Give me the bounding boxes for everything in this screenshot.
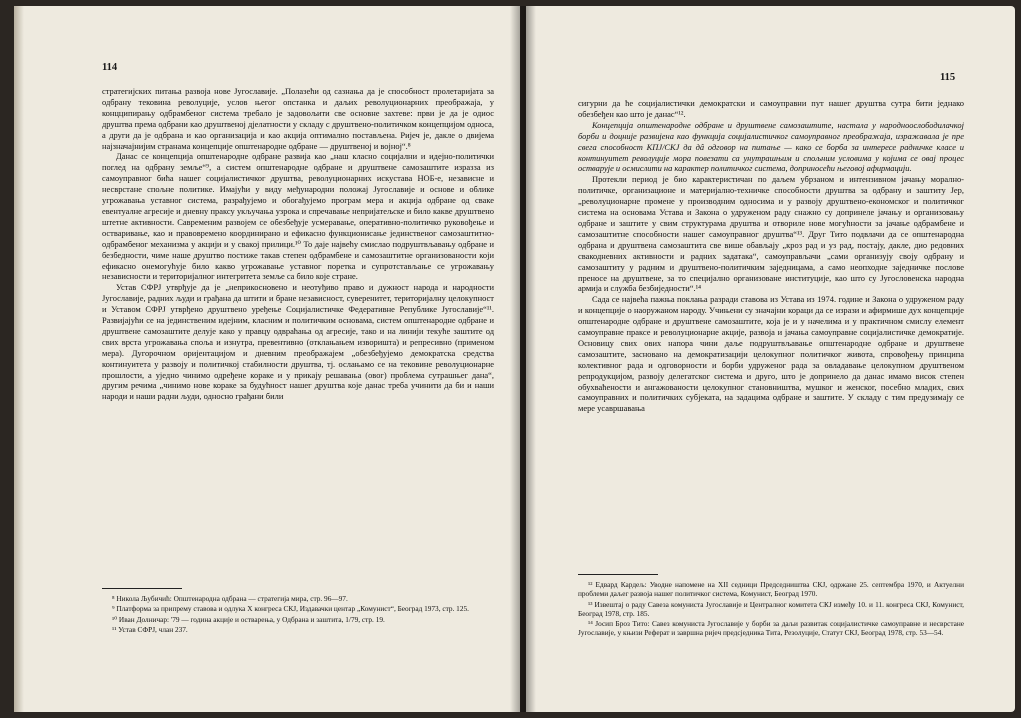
footnote: ¹³ Извештај о раду Савеза комуниста Југославије и Централног комитета СКЈ између 10. и 11. конгреса СКЈ, Комунист, Београд 1978, стр. 185. (578, 599, 964, 618)
paragraph: Протекли период је био карактеристичан по даљем убрзаном и интензивном јачању морално-политичке, организационе и материјално-техничке способности друштва за одбрану и заштиту Јер, „револуционарне промене у производним односима и у развоју друштвено-економског и политичког система на основама Устава и Закона о удруженом раду снажно су допринеле јачању и организовању одбране и заштите у свим структурама друштва и отвориле нове могућности за јачање одбрамбене и самозаштитне способности нашег самоуправног друштва“¹³. Друг Тито подвлачи да се општенародна одбрана и друштвена самозаштита све више обављају „кроз рад и уз рад, постају, дакле, дио редовних свакодневних активности и радних задатака“, самоуправљачи „сами организују своју одбрану и самозаштиту у радним и друштвено-политичким заједницама, а само неопходне заједничке послове преносе на друштвене, за то специјално организоване институције, као што су Југословенска народна армија и служба безбиједности“.¹⁴ (578, 174, 964, 294)
page-number-right: 115 (940, 72, 956, 83)
paragraph: Сада се највећа пажња поклања разради ставова из Устава из 1974. године и Закона о удруженом раду и концепције о наоружаном народу. Учињени су значајни кораци да се изрази и афирмише дух концепције општенародне одбране и друштвене самозаштите, која је и у начелима и у практичном смислу елемент самоуправне праксе и револуционарне акције, развоја и јачања самоуправне социјалистичке демократије. Основицу свих ових напора чини даље подруштвљавање општенародне одбране и друштвене самозаштите, засновано на демократизацији целокупног политичког живота, спровођењу принципа колективног рада и одговорности и борби удруженог рада за овладавање целокупном друштвеном репродукцијом, развоју делегатског система и друго, што је допринело да данас имамо висок степен обухваћености и ангажованости целокупног становништва, мушког и женског, посебно младих, свих самоуправних и политичких субјеката, на задацима одбране и заштите. У складу с тим предузимају се мере усавршавања (578, 294, 964, 414)
book-gutter (510, 6, 536, 712)
footnote: ¹⁴ Јосип Броз Тито: Савез комуниста Југославије у борби за даљи развитак социјалистичке самоуправне и несврстане Југославије, у књизи Реферат и завршна ријеч предсједника Тита, Резолуције, Статут СКЈ, Београд 1978, стр. 53—54. (578, 619, 964, 638)
footnote: ⁹ Платформа за припрему ставова и одлука X конгреса СКЈ, Издавачки центар „Комунист“, Београд 1973, стр. 125. (112, 604, 469, 614)
paragraph: Устав СФРЈ утврђује да је „неприкосновено и неотуђиво право и дужност народа и народности Југославије, радних људи и грађана да штити и бране независност, суверенитет, територијалну целокупност и Уставом СФРЈ утврђено друштвено уређење Социјалистичке Федеративне Републике Југославије“¹¹. Развијајући се на јединственим идејним, класним и политичким основама, систем општенародне одбране и друштвене самозаштите делује како у правцу одвраћања од агресије, тако и на линији текуће заштите од свих врста угрожавања споља и изнутра, превентивно (отклањањем извориштa) и репресивно (применом мера). Дугорочном оријентацијом и дневним преображајем „обезбеђујемо демократска средства континуитета у развоју и политичкој стабилности друштва, тј. ослањамо се на тековине револуционарне прошлости, а уједно чинимо одређене кораке и у прикају решавања (овог) проблема сутрашњег дана“, другим речима „чинимо нове кораке за будућност нашег друштва које данас треба учинити да би и наши народи и наши радни људи, односно грађани били (102, 282, 494, 402)
paragraph: стратегијских питања развоја нове Југославије. „Полазећи од сазнања да је способност пролетаријата за одбрану тековина револуције, услов његог опстанка и даљих револуционарних преображаја, у концципирању одбрамбеног система требало је задовољити све основне захтеве: први је да је одиос друштва према одбрани као друштвеној дјелатности у складу с друштвено-политичком концепцијом односа, а други да је одбрана и као организација и као акција оптимално постављена. Ријеч је, дакле о двијема најзначајнијим странама концепције општенародне одбране — друштвеној и војној“.⁸ (102, 86, 494, 151)
paragraph: сигурни да ће социјалистички демократски и самоуправни пут нашег друштва сутра бити једнако обезбеђен као што је данас“¹². (578, 98, 964, 119)
paragraph: Концепција општенародне одбране и друштвене самозаштите, настала у народноослободилачкој борби и доцније развијена као функција социјалистичког самоуправног преображаја, изражавала је пре свега способност КПЈ/СКЈ да дâ одговор на питање — како се борба за интересе радничке класе и континуитет револуције мора повезати са унутрашњим и спољним условима у којима се овај процес остварује и осмислити на карактер политичког система, доприносећи његовој афирмацији. (578, 119, 964, 174)
right-footnotes (578, 580, 964, 639)
footnote: ⁸ Никола Љубичић: Општенародна одбрана — стратегија мира, стр. 96—97. (112, 594, 348, 603)
left-page-body (102, 86, 494, 402)
page-number-left: 114 (102, 62, 118, 73)
footnote-rule (578, 574, 658, 575)
left-footnotes (102, 594, 494, 635)
paragraph: Данас се концепција општенародне одбране развија као „наш класно социјални и идејно-политички поглед на одбрану земље“⁹, а систем општенародне одбране и друштвене самозаштите изразза из самоуправног бића нашег социјалистичког друштва, револуционарних искустава НОБ-е, независне и несврстане спољне политике. Имајући у виду међународни положај Југославије и основе и облике угрожавања уставног система, разрађујемо и обогађујемо програм мера и акција одбране од сваке евентуалне агресије и дневну праксу укључања узрока и спречавање непријатељске и било какве друштвено штетне активности. Савременим развојем се обезбеђује усмеравање, оперативно-политичко руковођење и остваривање, као и правовремено координирано и ефикасно функционисање јединственог самозаштитно-одбрамбеног механизма у акцији и у свакој прилици.¹⁰ То даје највећу смислао подруштвљавању одбране и безбедности, чиме наше друштво постиже такав степен одбрамбене и самозаштитне организованости који ефикасно онемогућује било какво угрожавање уставног поретка и супротстављање се угрожавању независности и територијалног интегритета земље са било које стране. (102, 151, 494, 282)
right-page (526, 6, 1015, 712)
footnote: ¹² Едвард Кардељ: Уводне напомене на XII седници Председништва СКЈ, одржане 25. септембра 1970, и Актуелни проблеми даљег развоја нашег политичког система, Комунист, Београд 1970. (578, 580, 964, 599)
left-page (14, 6, 520, 712)
footnote-rule (102, 588, 182, 589)
footnote: ¹¹ Устав СФРЈ, члан 237. (112, 624, 188, 634)
footnote: ¹⁰ Иван Долничар: '79 — година акције и остварења, у Одбрана и заштита, 1/79, стр. 19. (112, 614, 385, 624)
right-page-body (578, 98, 964, 414)
page-edge-stack (14, 6, 24, 712)
